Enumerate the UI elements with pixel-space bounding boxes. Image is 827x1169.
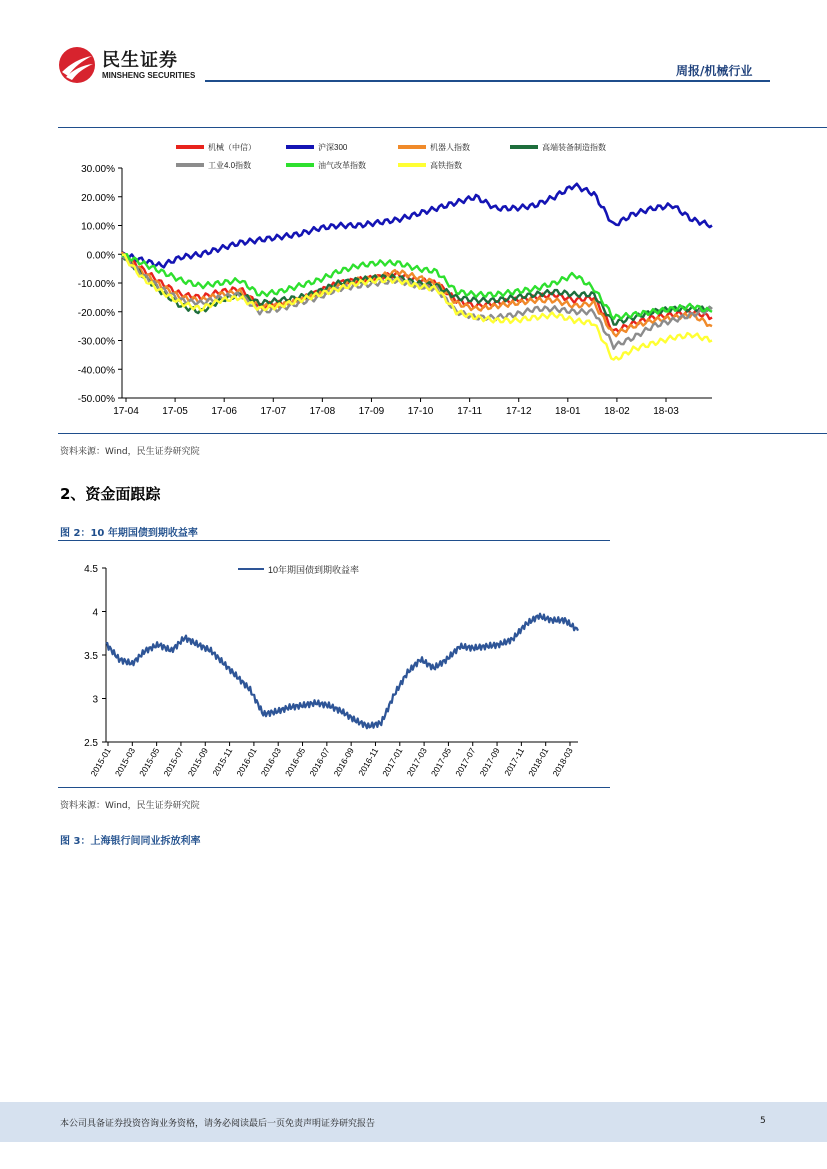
legend-label: 沪深300 <box>318 143 348 152</box>
y-tick-label: 0.00% <box>86 250 115 262</box>
legend-label: 工业4.0指数 <box>208 161 252 170</box>
y-tick-label: -20.00% <box>77 307 115 319</box>
x-tick-label: 2016-01 <box>234 746 259 779</box>
legend-label: 机械（中信） <box>208 143 256 152</box>
x-tick-label: 17-04 <box>113 406 139 417</box>
y-tick-label: 30.00% <box>81 164 115 175</box>
x-tick-label: 2015-05 <box>137 746 162 779</box>
report-type-label: 周报/机械行业 <box>676 64 753 78</box>
section-title: 2、资金面跟踪 <box>60 485 161 503</box>
header <box>0 0 827 90</box>
y-tick-label: -30.00% <box>77 336 115 348</box>
series-line <box>122 184 712 267</box>
legend-label: 高铁指数 <box>430 161 462 170</box>
logo-text-cn: 民生证券 <box>102 50 178 71</box>
figure1-source: 资料来源：Wind，民生证券研究院 <box>60 447 200 457</box>
x-tick-label: 2017-01 <box>380 746 405 779</box>
x-tick-label: 17-09 <box>358 406 385 417</box>
figure2-source: 资料来源：Wind，民生证券研究院 <box>60 801 200 811</box>
x-tick-label: 2016-09 <box>331 746 356 779</box>
x-tick-label: 2017-11 <box>502 746 527 778</box>
x-tick-label: 18-02 <box>604 406 630 417</box>
page-number: 5 <box>760 1116 766 1126</box>
legend-label: 机器人指数 <box>430 143 470 152</box>
x-tick-label: 2016-11 <box>356 746 381 778</box>
x-tick-label: 2017-03 <box>404 746 429 779</box>
x-tick-label: 2016-07 <box>307 746 332 779</box>
x-tick-label: 17-05 <box>162 406 188 417</box>
y-tick-label: -40.00% <box>77 365 115 377</box>
legend-label: 高端装备制造指数 <box>542 143 606 152</box>
x-tick-label: 2016-05 <box>282 746 308 779</box>
x-tick-label: 2015-03 <box>112 746 138 779</box>
y-tick-label: 4.5 <box>84 564 98 575</box>
figure2-chart <box>58 546 610 786</box>
figure1-bottom-rule <box>58 433 827 434</box>
figure2-title: 图 2：10 年期国债到期收益率 <box>60 528 198 539</box>
series-line <box>122 254 712 325</box>
x-tick-label: 2018-01 <box>526 746 551 779</box>
x-tick-label: 2018-03 <box>550 746 575 779</box>
series-line <box>106 614 578 729</box>
x-tick-label: 2017-05 <box>428 746 454 779</box>
x-tick-label: 17-08 <box>309 406 336 417</box>
x-tick-label: 17-10 <box>407 406 434 417</box>
x-tick-label: 2017-07 <box>453 746 478 779</box>
figure1-top-rule <box>58 127 827 128</box>
x-tick-label: 2016-03 <box>258 746 283 779</box>
logo-text-en: MINSHENG SECURITIES <box>102 71 196 80</box>
x-tick-label: 17-06 <box>211 406 237 417</box>
y-tick-label: 10.00% <box>81 221 115 233</box>
y-tick-label: 4 <box>92 607 98 619</box>
legend-label: 10年期国债到期收益率 <box>268 565 360 575</box>
x-tick-label: 2015-01 <box>88 746 113 779</box>
header-rule <box>205 80 770 82</box>
figure1-chart <box>58 132 827 432</box>
figure3-title: 图 3：上海银行间同业拆放利率 <box>60 836 201 847</box>
footer-disclaimer: 本公司具备证券投资咨询业务资格，请务必阅读最后一页免责声明证券研究报告 <box>60 1119 376 1129</box>
y-tick-label: -50.00% <box>77 394 115 405</box>
x-tick-label: 2017-09 <box>477 746 502 779</box>
figure2-bottom-rule <box>58 787 610 788</box>
y-tick-label: 3.5 <box>84 651 98 662</box>
y-tick-label: 20.00% <box>81 192 115 204</box>
figure2-top-rule <box>58 540 610 541</box>
x-tick-label: 2015-07 <box>161 746 186 779</box>
x-tick-label: 18-03 <box>653 406 679 417</box>
x-tick-label: 18-01 <box>555 406 581 417</box>
y-tick-label: -10.00% <box>77 279 115 290</box>
x-tick-label: 2015-09 <box>185 746 210 779</box>
x-tick-label: 17-07 <box>260 406 287 417</box>
legend-label: 油气改革指数 <box>318 161 366 170</box>
y-tick-label: 3 <box>92 694 98 706</box>
y-tick-label: 2.5 <box>84 738 98 749</box>
x-tick-label: 2015-11 <box>210 746 235 778</box>
x-tick-label: 17-11 <box>457 406 483 417</box>
brand-logo-icon <box>58 46 96 84</box>
x-tick-label: 17-12 <box>505 406 532 417</box>
